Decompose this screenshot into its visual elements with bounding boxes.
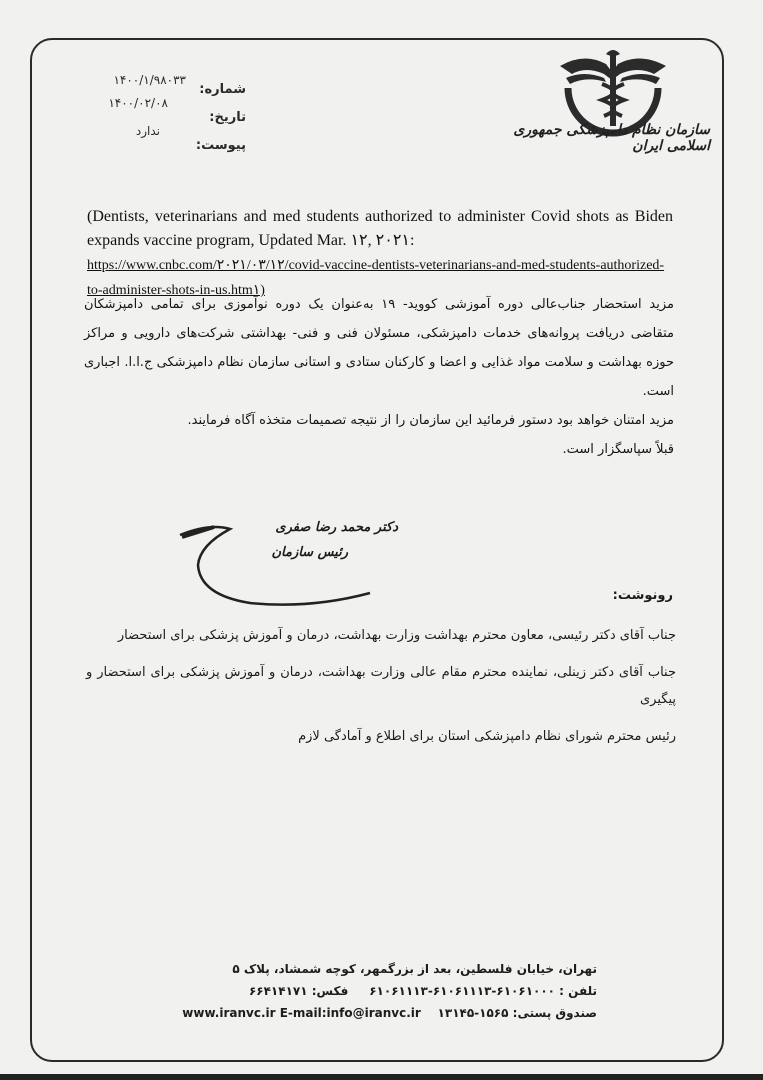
- cc-item: جناب آقای دکتر زینلی، نماینده محترم مقام عالی وزارت بهداشت، درمان و آموزش پزشکی برای استحضار و پیگیری: [86, 665, 676, 707]
- date-value: ۱۴۰۰/۰۲/۰۸: [108, 96, 168, 110]
- body-paragraph: مزید امتنان خواهد بود دستور فرمائید این سازمان را از نتیجه تصمیمات متخذه آگاه فرمایند.: [187, 413, 674, 428]
- body-paragraph: مزید استحضار جناب‌عالی دوره آموزشی کووید- ۱۹ به‌عنوان یک دوره نوآموزی برای تمامی دامپزشکان متقاضی دریافت پروانه‌های خدمات دامپزشکی، مسئولان فنی و فنی- بهداشتی شرکت‌های دارویی و مراکز حوزه بهداشت و سلامت مواد غذایی و اعضا و کارکنان ستادی و استانی سازمان نظام دامپزشکی ج.ا.ا. اجباری است.: [84, 297, 674, 399]
- fax-value: ۶۶۴۱۴۱۷۱: [248, 984, 308, 998]
- organization-name: سازمان نظام دامپزشکی جمهوری اسلامی ایران: [513, 122, 710, 154]
- number-value: ۱۴۰۰/۱/۹۸۰۳۳: [113, 73, 186, 87]
- attachment-label: پیوست:: [195, 138, 246, 153]
- web-email[interactable]: www.iranvc.ir E-mail:info@iranvc.ir: [182, 1006, 421, 1020]
- page-bottom-edge: [0, 1074, 763, 1080]
- signer-name: دکتر محمد رضا صفری: [275, 520, 398, 535]
- letter-footer: [150, 958, 597, 1024]
- fax-label: فکس:: [311, 984, 349, 998]
- phone-label: تلفن :: [559, 984, 597, 998]
- attachment-value: ندارد: [135, 124, 160, 138]
- footer-contact-line: [150, 980, 597, 1002]
- body-paragraph: قبلاً سپاسگزار است.: [562, 442, 674, 457]
- pobox-label: صندوق پستی:: [512, 1006, 597, 1020]
- cc-item: رئیس محترم شورای نظام دامپزشکی استان برای اطلاع و آمادگی لازم: [298, 729, 676, 744]
- letter-body: [84, 290, 674, 464]
- phone-value: ۶۱۰۶۱۰۰۰-۶۱۰۶۱۱۱۳-۶۱۰۶۱۱۱۳: [369, 984, 555, 998]
- number-label: شماره:: [199, 82, 246, 97]
- date-label: تاریخ:: [209, 110, 246, 125]
- cc-item: جناب آقای دکتر رئیسی، معاون محترم بهداشت وزارت بهداشت، درمان و آموزش پزشکی برای استحضار: [117, 628, 676, 643]
- footer-address: تهران، خیابان فلسطین، بعد از بزرگمهر، کوچه شمشاد، پلاک ۵: [232, 962, 597, 976]
- pobox-value: ۱۵۶۵-۱۳۱۴۵: [437, 1006, 509, 1020]
- english-reference-text: (Dentists, veterinarians and med students authorized to administer Covid shots as Biden expands vaccine program, Updated Mar. ۱۲, ۲۰۲۱:: [87, 208, 673, 249]
- signer-title: رئیس سازمان: [271, 545, 348, 560]
- reference-url[interactable]: https://www.cnbc.com/۲۰۲۱/۰۳/۱۲/covid-vaccine-dentists-veterinarians-and-med-students-authorized-to-administer-shots-in-us.htm۱): [87, 258, 665, 298]
- english-reference: [87, 205, 673, 303]
- cc-list: [86, 622, 676, 760]
- cc-heading: رونوشت:: [612, 588, 673, 603]
- footer-pobox-line: [150, 1002, 597, 1024]
